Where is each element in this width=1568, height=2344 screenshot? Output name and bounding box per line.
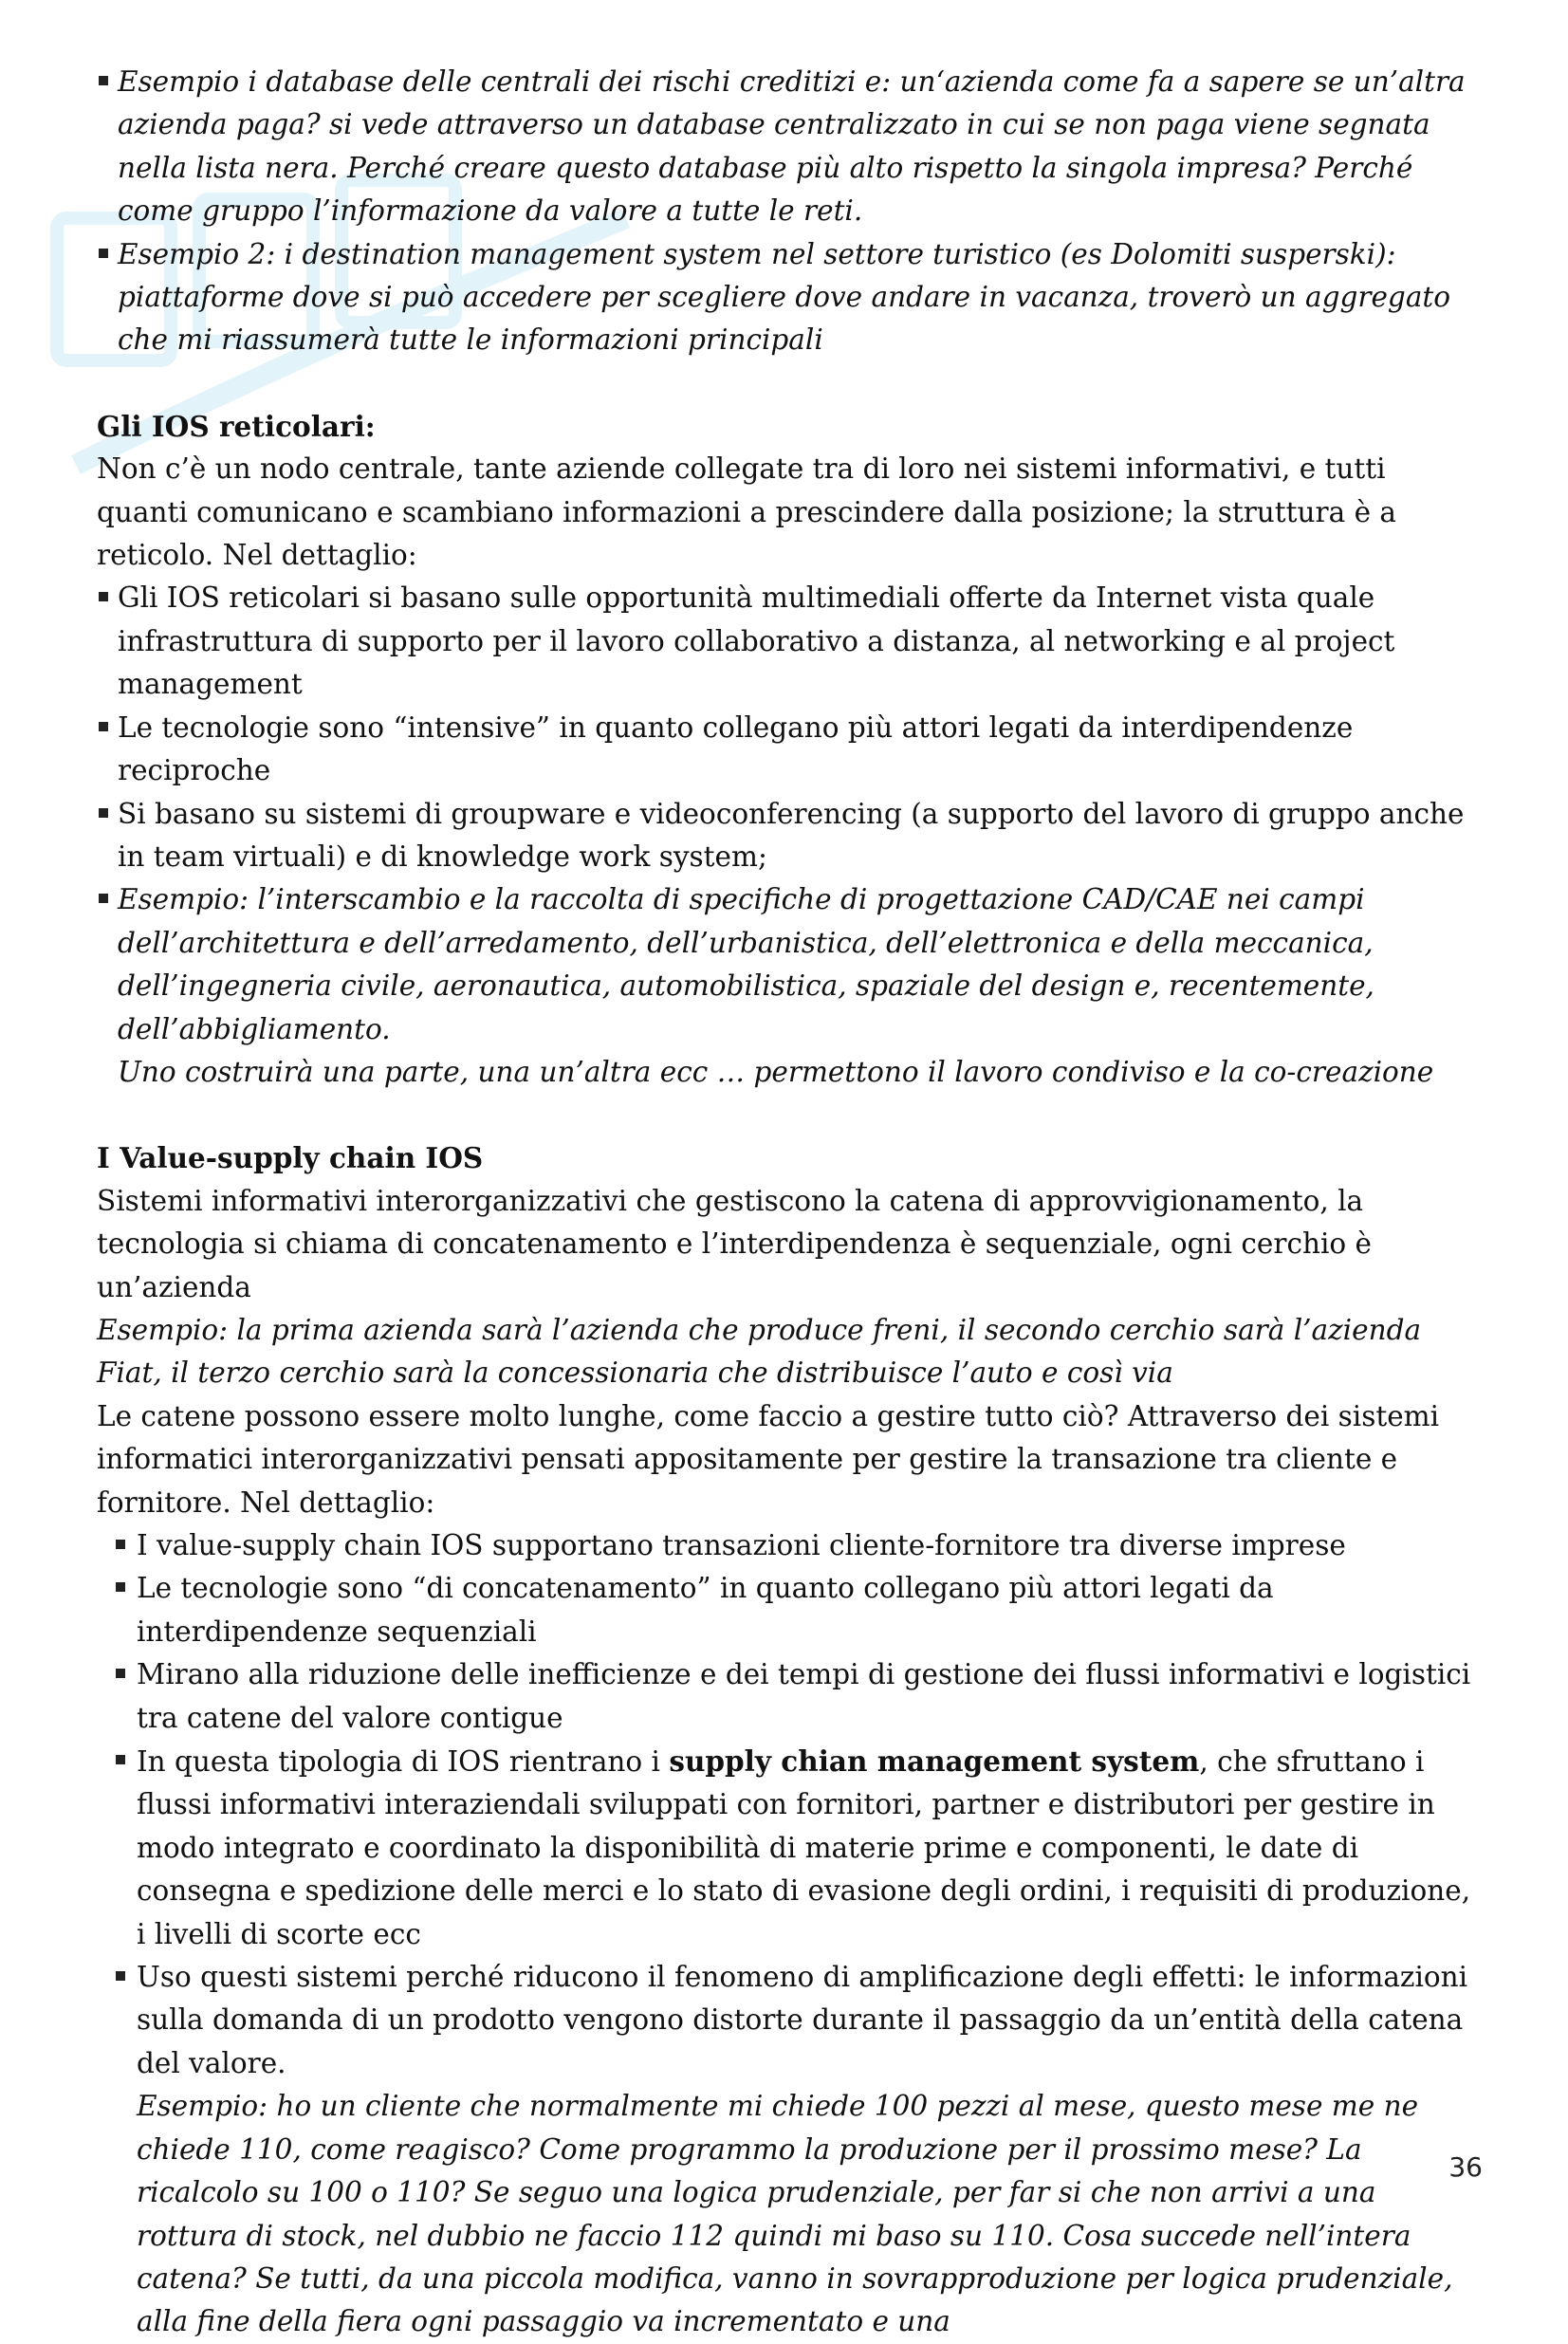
amplification-example: Esempio: ho un cliente che normalmente mi chiede 100 pezzi al mese, questo mese me ne chiede 110, come reagisco? Come programmo la produzione per il prossimo mese? La ricalcolo su 100 o 110? Se seguo una logica prudenziale, per far si che non arrivi a una rottura di stock, nel dubbio ne faccio 112 quindi mi baso su 110. Cosa succede nell’intera catena? Se tutti, da una piccola modifica, vanno in sovrapproduzione per logica prudenziale, alla fine della fiera ogni passaggio va incrementato e una (137, 2090, 1453, 2338)
reticolari-list (97, 577, 1482, 1094)
scm-term: supply chian management system (669, 1744, 1200, 1779)
supply-list (97, 1524, 1482, 2344)
amplification-text: Uso questi sistemi perché riducono il fenomeno di amplificazione degli effetti: le informazioni sulla domanda di un prodotto vengono distorte durante il passaggio da un’entità della catena del valore. (137, 1961, 1468, 2079)
list-item (97, 1956, 1482, 2344)
section-heading-supply: I Value-supply chain IOS (97, 1141, 484, 1175)
list-item: Esempio 2: i destination management system nel settore turistico (es Dolomiti susperski): piattaforme dove si può accedere per scegliere dove andare in vacanza, troverò un aggregato che mi riassumerà tutte le informazioni principali (97, 233, 1482, 362)
supply-example: Esempio: la prima azienda sarà l’azienda che produce freni, il secondo cerchio sarà l’azienda Fiat, il terzo cerchio sarà la concessionaria che distribuisce l’auto e così via (97, 1313, 1422, 1390)
list-item: Le tecnologie sono “di concatenamento” in quanto collegano più attori legati da interdipendenze sequenziali (97, 1567, 1482, 1653)
list-item: Mirano alla riduzione delle inefficienze e dei tempi di gestione dei flussi informativi e logistici tra catene del valore contigue (97, 1653, 1482, 1740)
list-item: Le tecnologie sono “intensive” in quanto collegano più attori legati da interdipendenze reciproche (97, 707, 1482, 793)
reticolari-example-cont: Uno costruirà una parte, una un’altra ecc … permettono il lavoro condiviso e la co-creazione (118, 1055, 1434, 1088)
scm-text-post: , che sfruttano i flussi informativi interaziendali sviluppati con fornitori, partner e distributori per gestire in modo integrato e coordinato la disponibilità di materie prime e componenti, le date di consegna e spedizione delle merci e lo stato di evasione degli ordini, i requisiti di produzione, i livelli di scorte ecc (137, 1745, 1471, 1950)
list-item: Esempio i database delle centrali dei rischi creditizi e: un‘azienda come fa a sapere se un’altra azienda paga? si vede attraverso un database centralizzato in cui se non paga viene segnata nella lista nera. Perché creare questo database più alto rispetto la singola impresa? Perché come gruppo l’informazione da valore a tutte le reti. (97, 61, 1482, 233)
list-item (97, 1740, 1482, 1956)
reticolari-intro: Non c’è un nodo centrale, tante aziende collegate tra di loro nei sistemi informativi, e tutti quanti comunicano e scambiano informazioni a prescindere dalla posizione; la struttura è a reticolo. Nel dettaglio: (97, 452, 1397, 572)
supply-para2: Le catene possono essere molto lunghe, come faccio a gestire tutto ciò? Attraverso dei sistemi informatici interorganizzativi pensati appositamente per gestire la transazione tra cliente e fornitore. Nel dettaglio: (97, 1399, 1440, 1519)
list-item: I value-supply chain IOS supportano transazioni cliente-fornitore tra diverse imprese (97, 1524, 1482, 1567)
list-item: Gli IOS reticolari si basano sulle opportunità multimediali offerte da Internet vista quale infrastruttura di supporto per il lavoro collaborativo a distanza, al networking e al project management (97, 577, 1482, 706)
scm-text-pre: In questa tipologia di IOS rientrano i (137, 1745, 670, 1779)
section-heading-reticolari: Gli IOS reticolari: (97, 409, 376, 443)
page-number: 36 (1448, 2151, 1483, 2183)
reticolari-example: Esempio: l’interscambio e la raccolta di specifiche di progettazione CAD/CAE nei campi dell’architettura e dell’arredamento, dell’urbanistica, dell’elettronica e della meccanica, dell’ingegneria civile, aeronautica, automobilistica, spaziale del design e, recentemente, dell’abbigliamento. (118, 883, 1374, 1045)
list-item (97, 878, 1482, 1094)
list-item: Si basano su sistemi di groupware e videoconferencing (a supporto del lavoro di gruppo anche in team virtuali) e di knowledge work system; (97, 793, 1482, 879)
page-content (97, 61, 1482, 2344)
top-example-list (97, 61, 1482, 362)
supply-intro: Sistemi informativi interorganizzativi che gestiscono la catena di approvvigionamento, la tecnologia si chiama di concatenamento e l’interdipendenza è sequenziale, ogni cerchio è un’azienda (97, 1184, 1372, 1303)
